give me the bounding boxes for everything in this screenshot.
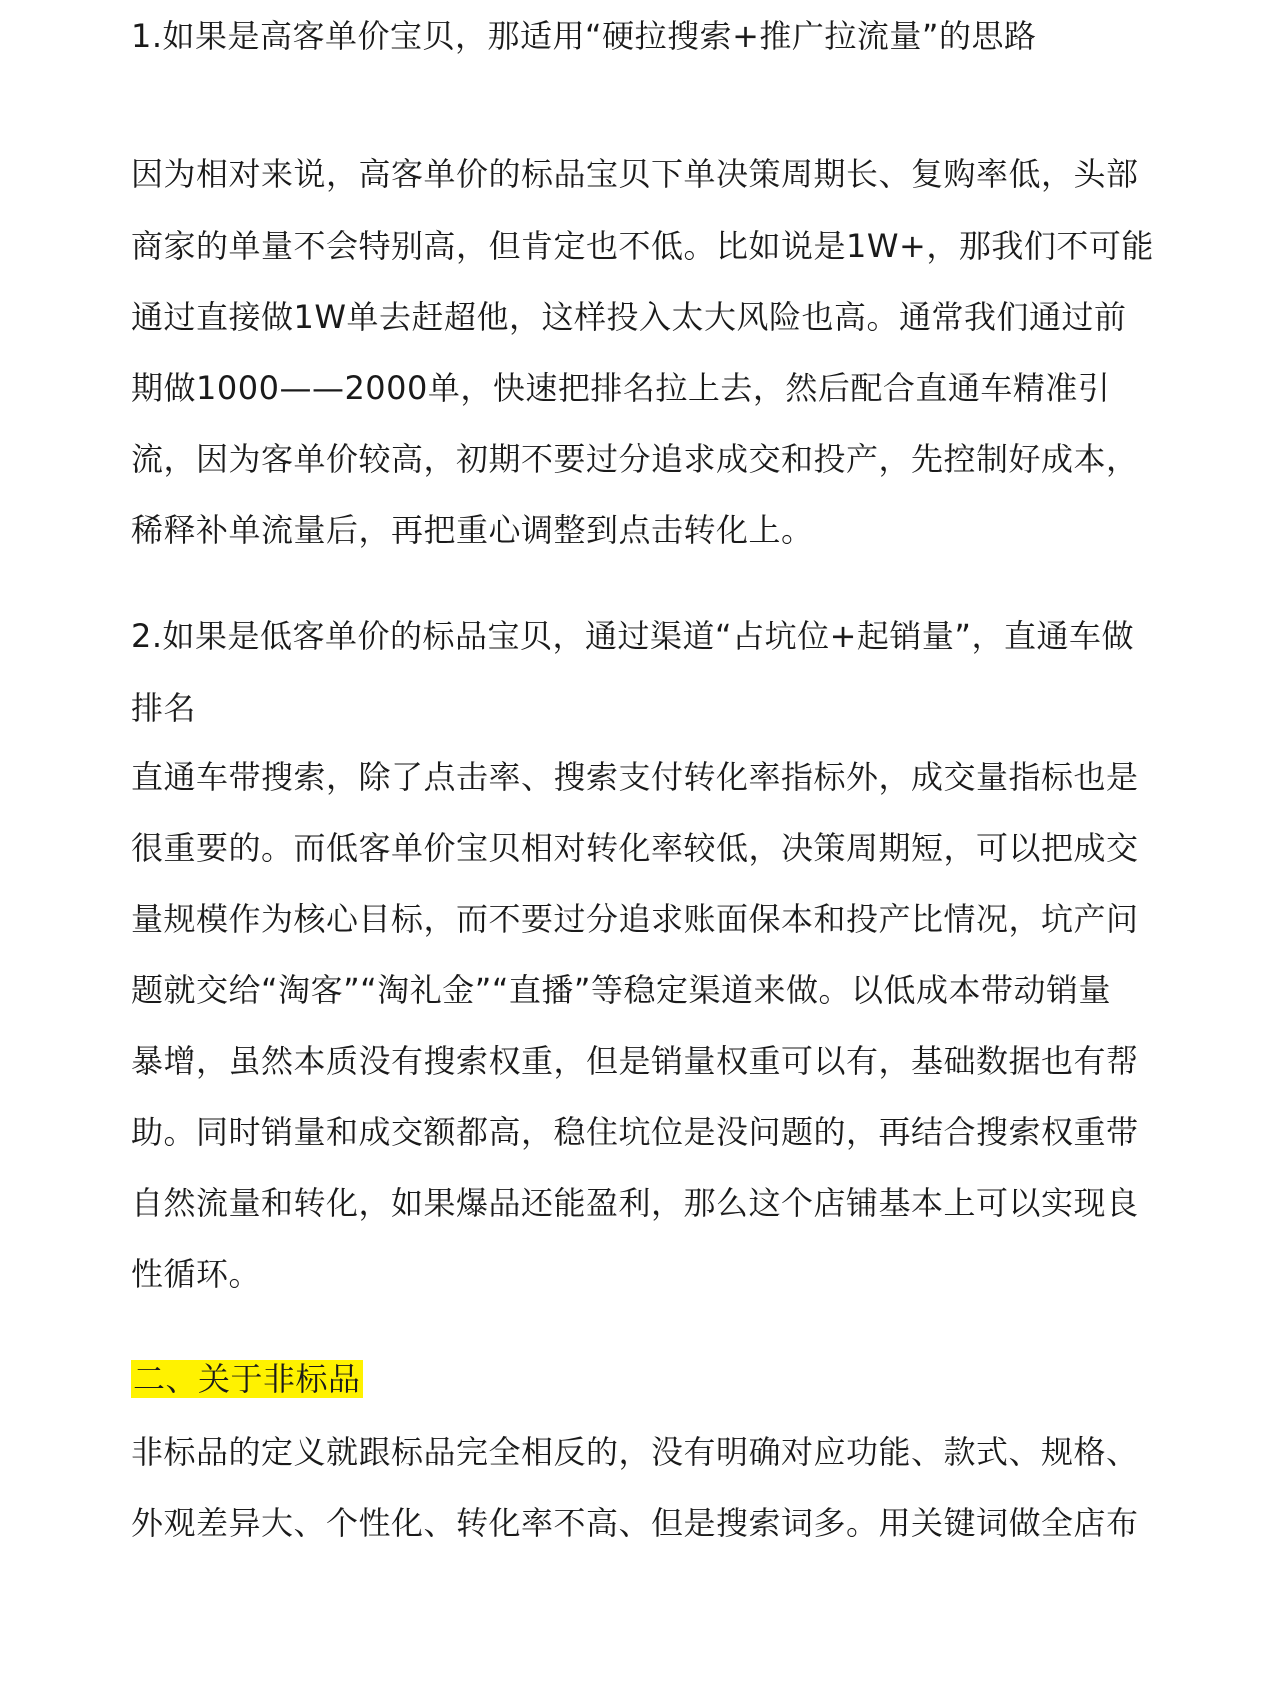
paragraph-1-line: 因为相对来说，高客单价的标品宝贝下单决策周期长、复购率低，头部 (131, 155, 1139, 193)
paragraph-2-line: 量规模作为核心目标，而不要过分追求账面保本和投产比情况，坑产问 (131, 900, 1139, 938)
paragraph-1-line: 通过直接做1W单去赶超他，这样投入太大风险也高。通常我们通过前 (131, 298, 1127, 336)
paragraph-2-heading: 2.如果是低客单价的标品宝贝，通过渠道“占坑位+起销量”，直通车做 (131, 617, 1135, 655)
section-2-title (131, 1357, 363, 1401)
paragraph-1-line: 期做1000——2000单，快速把排名拉上去，然后配合直通车精准引 (131, 369, 1111, 407)
paragraph-2-line: 题就交给“淘客”“淘礼金”“直播”等稳定渠道来做。以低成本带动销量 (131, 971, 1111, 1009)
paragraph-2-line: 很重要的。而低客单价宝贝相对转化率较低，决策周期短，可以把成交 (131, 829, 1139, 867)
paragraph-1-line: 稀释补单流量后，再把重心调整到点击转化上。 (131, 511, 814, 549)
paragraph-1-line: 商家的单量不会特别高，但肯定也不低。比如说是1W+，那我们不可能 (131, 227, 1154, 265)
section-2-line: 非标品的定义就跟标品完全相反的，没有明确对应功能、款式、规格、 (131, 1433, 1139, 1471)
paragraph-2-line: 性循环。 (131, 1255, 262, 1293)
paragraph-2-line: 暴增，虽然本质没有搜索权重，但是销量权重可以有，基础数据也有帮 (131, 1042, 1139, 1080)
section-2-title-highlight: 二、关于非标品 (133, 1360, 361, 1398)
paragraph-2-heading: 排名 (131, 689, 197, 727)
paragraph-1-heading: 1.如果是高客单价宝贝，那适用“硬拉搜索+推广拉流量”的思路 (131, 17, 1037, 55)
section-2-line: 外观差异大、个性化、转化率不高、但是搜索词多。用关键词做全店布 (131, 1504, 1139, 1542)
paragraph-2-line: 自然流量和转化，如果爆品还能盈利，那么这个店铺基本上可以实现良 (131, 1184, 1139, 1222)
paragraph-2-line: 直通车带搜索，除了点击率、搜索支付转化率指标外，成交量指标也是 (131, 758, 1139, 796)
paragraph-1-line: 流，因为客单价较高，初期不要过分追求成交和投产，先控制好成本， (131, 440, 1139, 478)
paragraph-2-line: 助。同时销量和成交额都高，稳住坑位是没问题的，再结合搜索权重带 (131, 1113, 1139, 1151)
